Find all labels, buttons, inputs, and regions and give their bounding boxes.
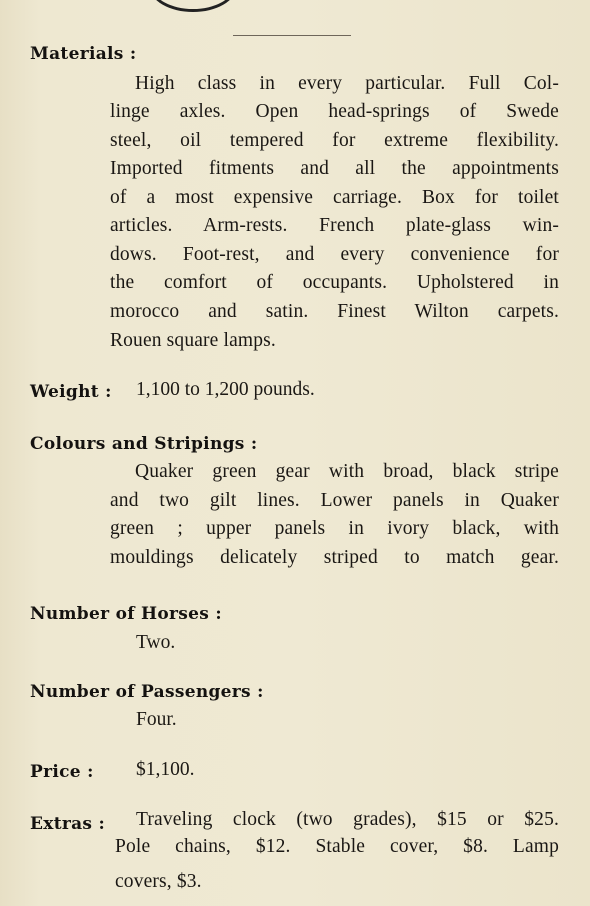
top-ornament	[150, 0, 236, 12]
price-heading: Price :	[30, 762, 94, 782]
extras-line: Pole chains, $12. Stable cover, $8. Lamp	[115, 836, 559, 857]
materials-line: Rouen square lamps.	[110, 330, 276, 351]
extras-heading: Extras :	[30, 814, 106, 834]
materials-line: articles. Arm-rests. French plate-glass win-	[110, 215, 559, 236]
colours-line: Quaker green gear with broad, black stripe	[135, 461, 559, 482]
materials-line: steel, oil tempered for extreme flexibility.	[110, 130, 559, 151]
colours-heading: Colours and Stripings :	[30, 434, 258, 454]
colours-line: and two gilt lines. Lower panels in Quaker	[110, 490, 559, 511]
materials-line: linge axles. Open head-springs of Swede	[110, 101, 559, 122]
weight-value: 1,100 to 1,200 pounds.	[136, 379, 315, 400]
colours-line: green ; upper panels in ivory black, with	[110, 518, 559, 539]
materials-line: of a most expensive carriage. Box for toilet	[110, 187, 559, 208]
materials-line: the comfort of occupants. Upholstered in	[110, 272, 559, 293]
price-value: $1,100.	[136, 759, 195, 780]
extras-line: Traveling clock (two grades), $15 or $25.	[136, 809, 559, 830]
materials-heading: Materials :	[30, 44, 137, 64]
weight-heading: Weight :	[30, 382, 112, 402]
materials-line: morocco and satin. Finest Wilton carpets.	[110, 301, 559, 322]
materials-line: dows. Foot-rest, and every convenience for	[110, 244, 559, 265]
top-rule	[233, 35, 351, 36]
extras-line: covers, $3.	[115, 871, 202, 892]
horses-heading: Number of Horses :	[30, 604, 222, 624]
horses-value: Two.	[136, 632, 176, 653]
materials-line: Imported fitments and all the appointments	[110, 158, 559, 179]
materials-line: High class in every particular. Full Col-	[135, 73, 559, 94]
passengers-value: Four.	[136, 709, 177, 730]
passengers-heading: Number of Passengers :	[30, 682, 264, 702]
colours-line: mouldings delicately striped to match gear.	[110, 547, 559, 568]
